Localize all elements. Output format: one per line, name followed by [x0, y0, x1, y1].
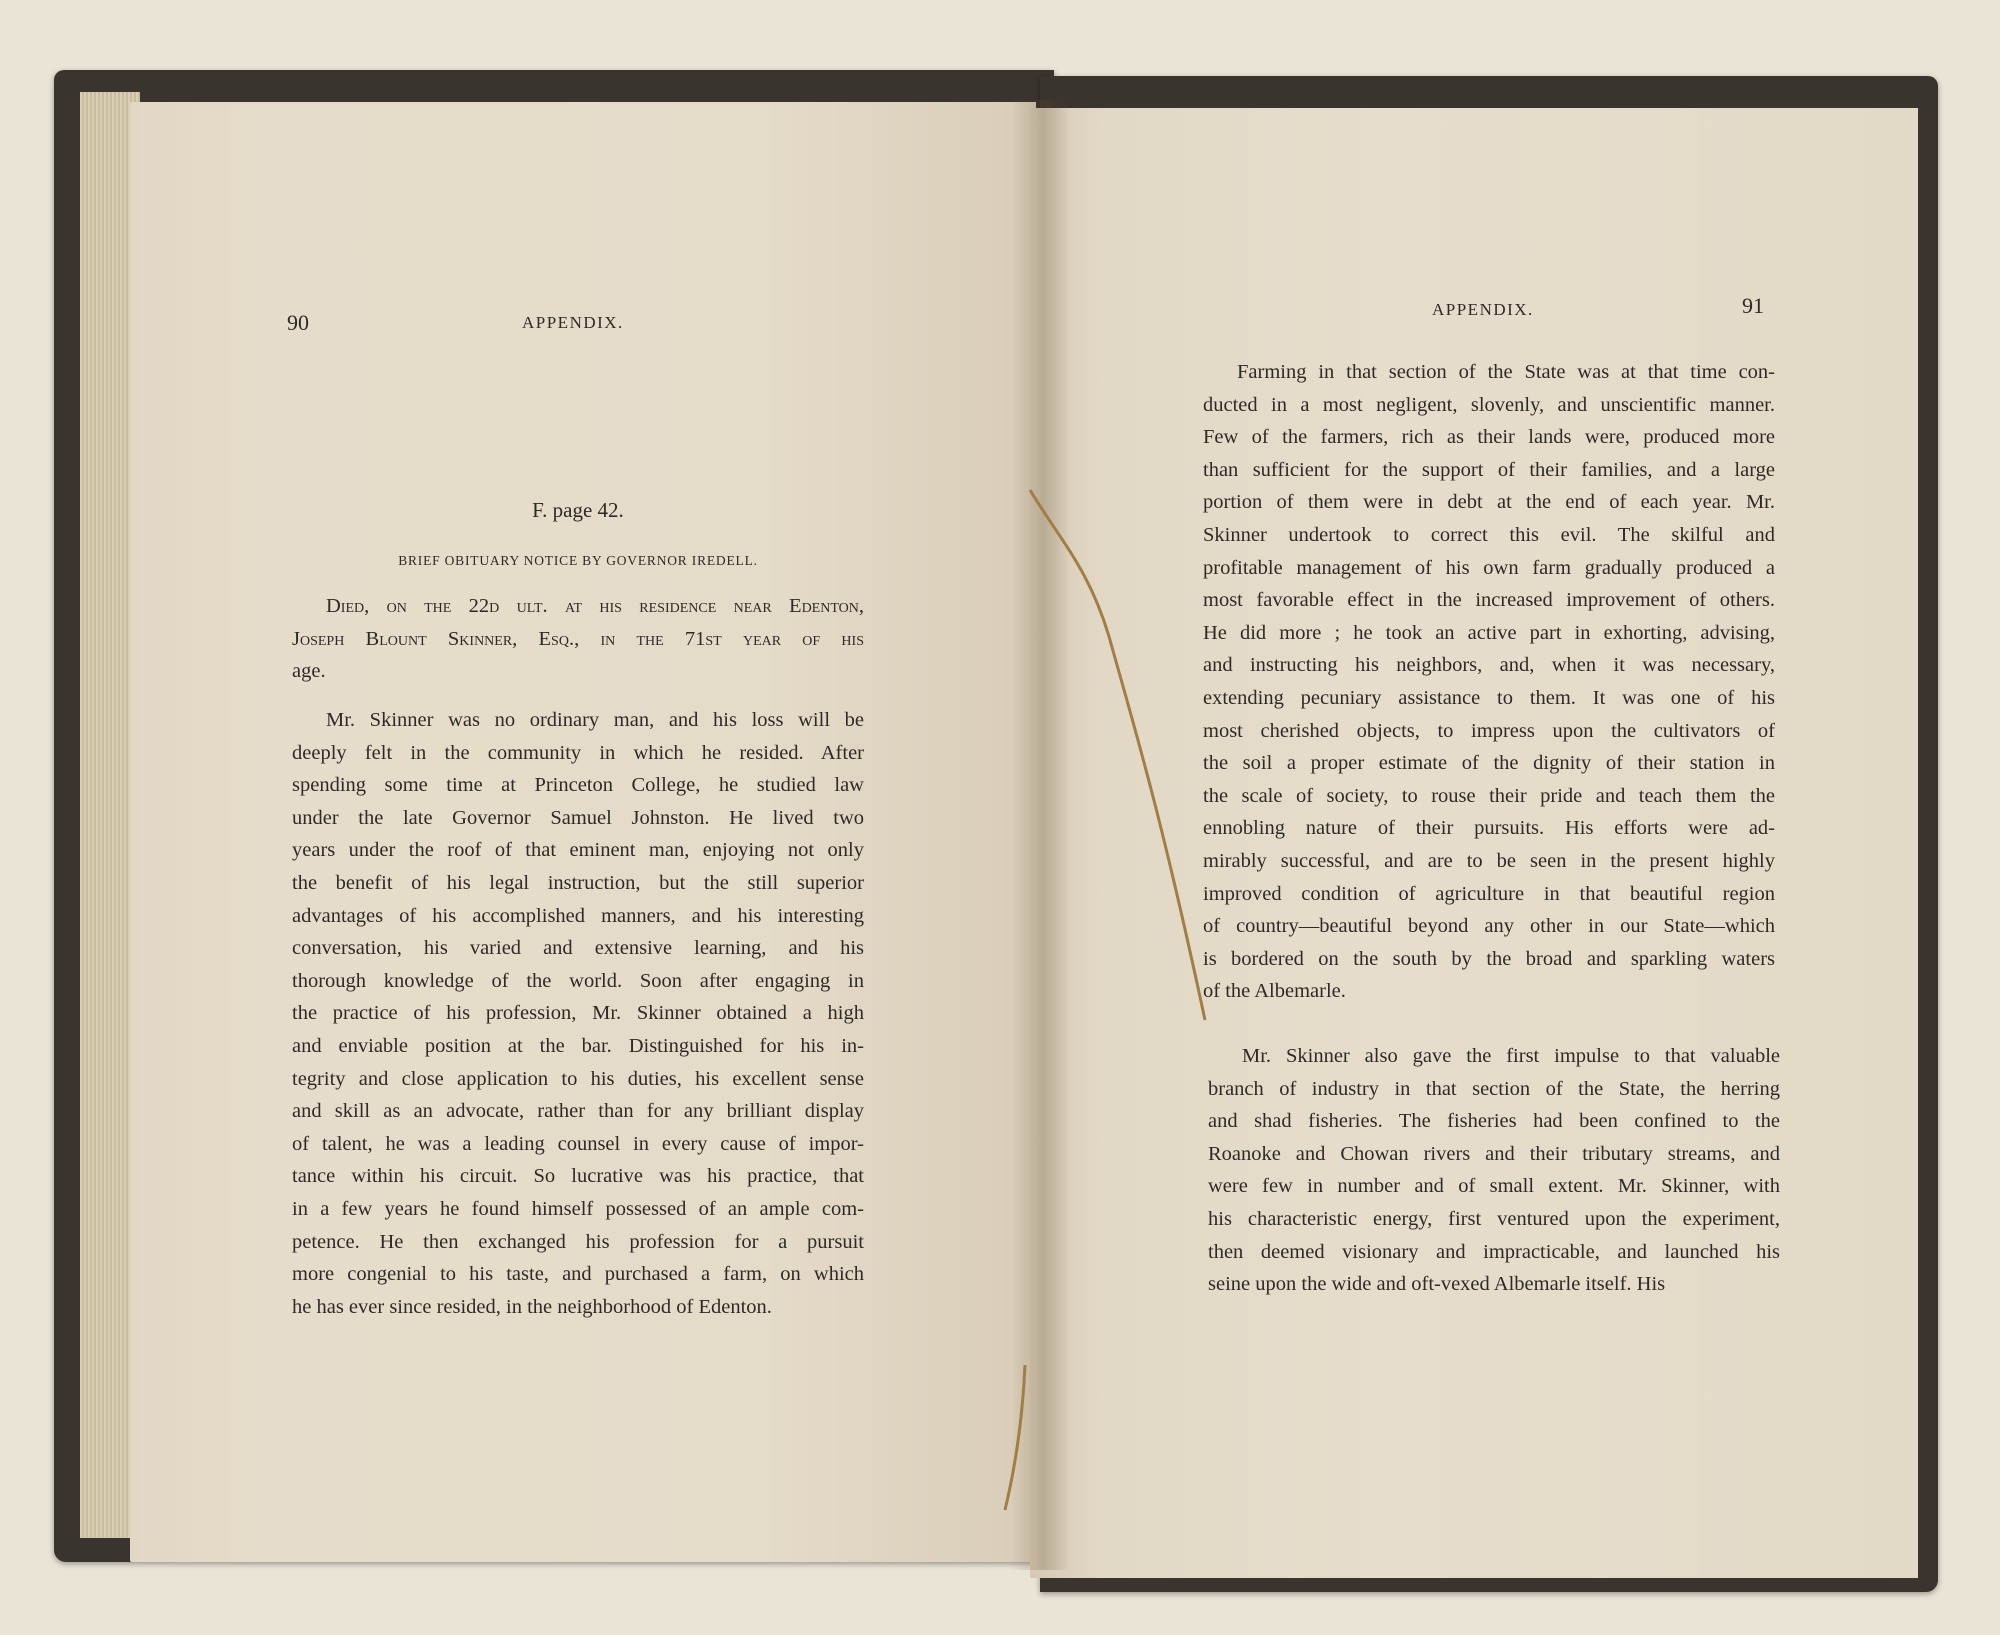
text-line: tegrity and close application to his duties, his excellent sense — [292, 1067, 864, 1090]
text-line: He did more ; he took an active part in exhorting, advising, — [1203, 621, 1775, 644]
right-paragraph-1 — [1203, 356, 1775, 1008]
binding-thread — [1000, 480, 1220, 1040]
page-number-left: 90 — [287, 310, 309, 335]
text-line: Farming in that section of the State was at that time con- — [1237, 361, 1775, 383]
text-line: Joseph Blount Skinner, Esq., in the 71st year of his — [292, 627, 864, 650]
text-line: portion of them were in debt at the end of each year. Mr. — [1203, 491, 1775, 514]
text-line-content: Died, on the 22d ult. at his residence near Edenton, — [326, 595, 864, 617]
text-line: ducted in a most negligent, slovenly, and unscientific manner. — [1203, 393, 1775, 416]
text-line: Skinner undertook to correct this evil. The skilful and — [1203, 523, 1775, 546]
binding-thread-lower — [995, 1360, 1035, 1520]
text-line: the practice of his profession, Mr. Skinner obtained a high — [292, 1002, 864, 1025]
text-line: most cherished objects, to impress upon the cultivators of — [1203, 719, 1775, 742]
text-line: of the Albemarle. — [1203, 980, 1346, 1003]
text-line: of country—beautiful beyond any other in our State—which — [1203, 915, 1775, 938]
text-line: he has ever since resided, in the neighborhood of Edenton. — [292, 1295, 772, 1318]
text-line: then deemed visionary and impracticable, and launched his — [1208, 1240, 1780, 1263]
text-line: seine upon the wide and oft-vexed Albemarle itself. His — [1208, 1273, 1666, 1296]
text-line: petence. He then exchanged his profession for a pursuit — [292, 1230, 864, 1253]
text-line: Mr. Skinner also gave the first impulse to that valuable — [1242, 1045, 1780, 1067]
text-line: age. — [292, 660, 326, 683]
text-line: under the late Governor Samuel Johnston. He lived two — [292, 806, 864, 829]
text-line: years under the roof of that eminent man, enjoying not only — [292, 839, 864, 862]
text-line: profitable management of his own farm gradually produced a — [1203, 556, 1775, 579]
text-line: extending pecuniary assistance to them. It was one of his — [1203, 686, 1775, 709]
section-heading: F. page 42. — [532, 498, 624, 522]
subheading: BRIEF OBITUARY NOTICE BY GOVERNOR IREDELL. — [398, 553, 758, 568]
text-line — [292, 590, 864, 623]
text-line: ennobling nature of their pursuits. His efforts were ad- — [1203, 817, 1775, 840]
left-paragraph-1 — [292, 590, 864, 688]
text-line: of talent, he was a leading counsel in every cause of impor- — [292, 1132, 864, 1155]
running-head-left: APPENDIX. — [522, 313, 624, 332]
text-line: were few in number and of small extent. Mr. Skinner, with — [1208, 1175, 1780, 1198]
text-line: and instructing his neighbors, and, when it was necessary, — [1203, 654, 1775, 677]
text-line: the soil a proper estimate of the dignity of their station in — [1203, 752, 1775, 775]
text-line: Few of the farmers, rich as their lands were, produced more — [1203, 426, 1775, 449]
text-line: the scale of society, to rouse their pride and teach them the — [1203, 784, 1775, 807]
text-line: conversation, his varied and extensive learning, and his — [292, 937, 864, 960]
text-line: more congenial to his taste, and purchased a farm, on which — [292, 1263, 864, 1286]
text-line: in a few years he found himself possessed of an ample com- — [292, 1197, 864, 1220]
text-line: most favorable effect in the increased improvement of others. — [1203, 589, 1775, 612]
text-line: mirably successful, and are to be seen in the present highly — [1203, 849, 1775, 872]
text-line: spending some time at Princeton College, he studied law — [292, 774, 864, 797]
text-line: and shad fisheries. The fisheries had been confined to the — [1208, 1110, 1780, 1133]
text-line: than sufficient for the support of their families, and a large — [1203, 458, 1775, 481]
text-line: deeply felt in the community in which he resided. After — [292, 741, 864, 764]
text-line: and skill as an advocate, rather than for any brilliant display — [292, 1100, 864, 1123]
text-line: improved condition of agriculture in that beautiful region — [1203, 882, 1775, 905]
running-head-right: APPENDIX. — [1432, 300, 1534, 319]
text-line: Mr. Skinner was no ordinary man, and his loss will be — [326, 709, 864, 731]
text-line: thorough knowledge of the world. Soon after engaging in — [292, 969, 864, 992]
text-line: branch of industry in that section of the State, the herring — [1208, 1077, 1780, 1100]
text-line: and enviable position at the bar. Distinguished for his in- — [292, 1034, 864, 1057]
text-line: the benefit of his legal instruction, but the still superior — [292, 871, 864, 894]
text-line: his characteristic energy, first ventured upon the experiment, — [1208, 1207, 1780, 1230]
page-number-right: 91 — [1742, 293, 1764, 318]
text-line: advantages of his accomplished manners, and his interesting — [292, 904, 864, 927]
text-line: tance within his circuit. So lucrative was his practice, that — [292, 1165, 864, 1188]
right-paragraph-2 — [1208, 1040, 1780, 1301]
text-line: is bordered on the south by the broad and sparkling waters — [1203, 947, 1775, 970]
text-line: Roanoke and Chowan rivers and their tributary streams, and — [1208, 1142, 1780, 1165]
left-paragraph-2 — [292, 704, 864, 1323]
